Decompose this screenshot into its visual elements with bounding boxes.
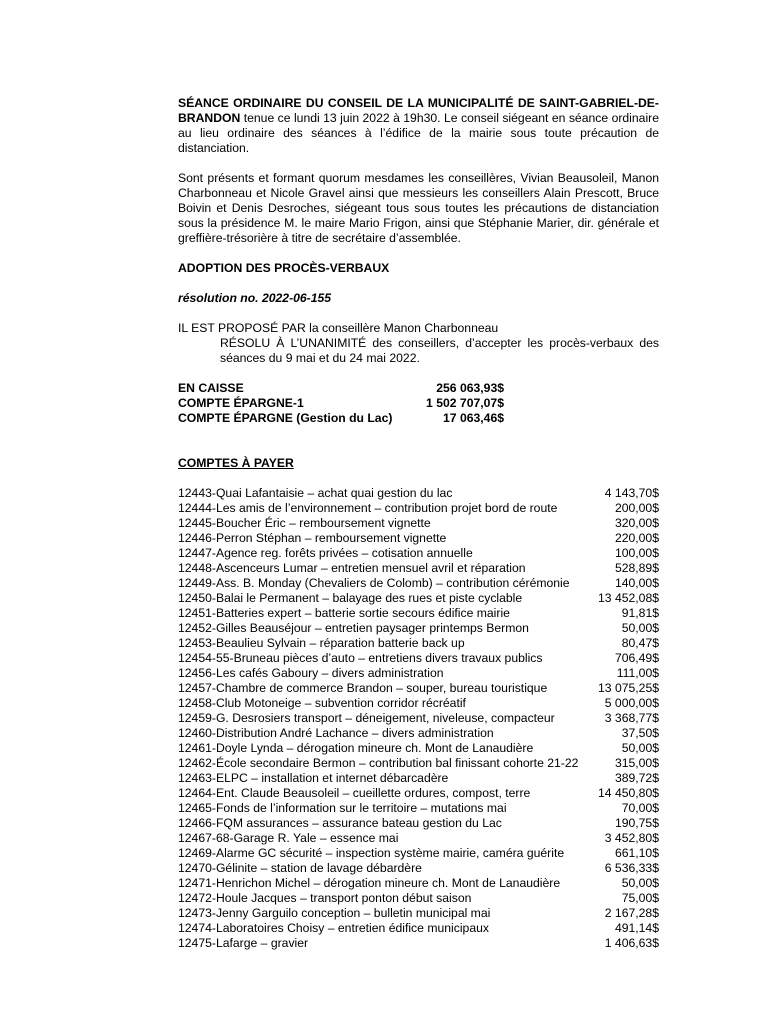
payable-row — [178, 486, 659, 501]
payable-amount: 70,00$ — [621, 801, 659, 815]
payable-amount: 50,00$ — [621, 621, 659, 635]
payable-description: 12467-68-Garage R. Yale – essence mai — [178, 831, 399, 845]
payable-description: 12475-Lafarge – gravier — [178, 936, 309, 950]
intro-paragraph — [178, 96, 659, 156]
resolved-paragraph — [178, 336, 659, 366]
payable-description: 12448-Ascenceurs Lumar – entretien mensuel avril et réparation — [178, 561, 526, 575]
payable-row — [178, 756, 659, 771]
payable-row — [178, 531, 659, 546]
payable-row — [178, 936, 659, 951]
payable-description: 12462-École secondaire Bermon – contribution bal finissant cohorte 21-22 — [178, 756, 579, 770]
payable-description: 12461-Doyle Lynda – dérogation mineure ch. Mont de Lanaudière — [178, 741, 534, 755]
payable-row — [178, 621, 659, 636]
payable-row — [178, 711, 659, 726]
payable-description: 12457-Chambre de commerce Brandon – souper, bureau touristique — [178, 681, 548, 695]
proposed-line: IL EST PROPOSÉ PAR la conseillère Manon Charbonneau — [178, 321, 499, 335]
payable-description: 12452-Gilles Beauséjour – entretien paysager printemps Bermon — [178, 621, 529, 635]
payable-description: 12450-Balai le Permanent – balayage des rues et piste cyclable — [178, 591, 523, 605]
payable-amount: 6 536,33$ — [604, 861, 659, 875]
payable-row — [178, 576, 659, 591]
payable-row — [178, 651, 659, 666]
finance-value: 256 063,93$ — [436, 381, 504, 395]
payable-row — [178, 816, 659, 831]
payable-row — [178, 636, 659, 651]
payable-row — [178, 516, 659, 531]
payable-amount: 4 143,70$ — [604, 486, 659, 500]
payable-row — [178, 561, 659, 576]
payable-amount: 1 406,63$ — [604, 936, 659, 950]
payable-amount: 315,00$ — [614, 756, 659, 770]
payable-description: 12454-55-Bruneau pièces d’auto – entretiens divers travaux publics — [178, 651, 543, 665]
payable-amount: 5 000,00$ — [604, 696, 659, 710]
finance-label: COMPTE ÉPARGNE-1 — [178, 396, 304, 410]
payable-description: 12453-Beaulieu Sylvain – réparation batterie back up — [178, 636, 465, 650]
finance-label: EN CAISSE — [178, 381, 244, 395]
payable-amount: 13 075,25$ — [598, 681, 659, 695]
payable-description: 12469-Alarme GC sécurité – inspection système mairie, caméra guérite — [178, 846, 565, 860]
session-title: SÉANCE ORDINAIRE DU CONSEIL DE LA MUNICIPALITÉ DE SAINT-GABRIEL-DE-BRANDON — [178, 96, 659, 125]
adoption-heading: ADOPTION DES PROCÈS-VERBAUX — [178, 261, 390, 275]
payable-description: 12460-Distribution André Lachance – divers administration — [178, 726, 494, 740]
payable-row — [178, 861, 659, 876]
payable-amount: 661,10$ — [614, 846, 659, 860]
payable-amount: 80,47$ — [621, 636, 659, 650]
finances-block — [178, 381, 659, 426]
payable-row — [178, 606, 659, 621]
payable-description: 12472-Houle Jacques – transport ponton début saison — [178, 891, 472, 905]
payable-amount: 220,00$ — [614, 531, 659, 545]
payable-amount: 389,72$ — [614, 771, 659, 785]
payable-amount: 320,00$ — [614, 516, 659, 530]
session-text: tenue ce lundi 13 juin 2022 à 19h30. Le conseil siégeant en séance ordinaire au lieu ordinaire des séances à l’édifice de la mairie sous toute précaution de distanciation. — [178, 111, 659, 155]
payable-row — [178, 906, 659, 921]
payable-amount: 75,00$ — [621, 891, 659, 905]
payable-description: 12464-Ent. Claude Beausoleil – cueillette ordures, compost, terre — [178, 786, 531, 800]
payables-heading: COMPTES À PAYER — [178, 456, 294, 470]
finance-row — [178, 411, 659, 426]
payables-list — [178, 486, 659, 951]
payable-amount: 50,00$ — [621, 741, 659, 755]
payable-description: 12459-G. Desrosiers transport – déneigement, niveleuse, compacteur — [178, 711, 555, 725]
payable-amount: 37,50$ — [621, 726, 659, 740]
payable-amount: 706,49$ — [614, 651, 659, 665]
payable-description: 12446-Perron Stéphan – remboursement vignette — [178, 531, 447, 545]
payable-amount: 528,89$ — [614, 561, 659, 575]
payable-description: 12458-Club Motoneige – subvention corridor récréatif — [178, 696, 466, 710]
payable-description: 12444-Les amis de l’environnement – contribution projet bord de route — [178, 501, 558, 515]
payable-amount: 50,00$ — [621, 876, 659, 890]
presence-paragraph: Sont présents et formant quorum mesdames les conseillères, Vivian Beausoleil, Manon Charbonneau et Nicole Gravel ainsi que messieurs les conseillers Alain Prescott, Bruce Boivin et Denis Desroches, siégeant tous sous toutes les précautions de distanciation sous la présidence M. le maire Mario Frigon, ainsi que Stéphanie Marier, dir. générale et greffière-trésorière à titre de secrétaire d’assemblée. — [178, 171, 659, 245]
payable-amount: 14 450,80$ — [598, 786, 659, 800]
payable-amount: 491,14$ — [614, 921, 659, 935]
payable-amount: 3 368,77$ — [604, 711, 659, 725]
finance-value: 17 063,46$ — [443, 411, 504, 425]
finance-row — [178, 396, 659, 411]
payable-row — [178, 846, 659, 861]
payable-description: 12466-FQM assurances – assurance bateau gestion du Lac — [178, 816, 502, 830]
payable-row — [178, 831, 659, 846]
finance-label: COMPTE ÉPARGNE (Gestion du Lac) — [178, 411, 393, 425]
payable-description: 12471-Henrichon Michel – dérogation mineure ch. Mont de Lanaudière — [178, 876, 561, 890]
payable-row — [178, 681, 659, 696]
payable-row — [178, 666, 659, 681]
payable-row — [178, 876, 659, 891]
finance-row — [178, 381, 659, 396]
payable-amount: 100,00$ — [614, 546, 659, 560]
payable-amount: 111,00$ — [616, 666, 659, 680]
payable-row — [178, 771, 659, 786]
payable-row — [178, 591, 659, 606]
finance-value: 1 502 707,07$ — [426, 396, 504, 410]
payable-row — [178, 501, 659, 516]
payable-description: 12473-Jenny Garguilo conception – bulletin municipal mai — [178, 906, 491, 920]
document-page — [178, 96, 659, 951]
payable-amount: 13 452,08$ — [598, 591, 659, 605]
payable-row — [178, 801, 659, 816]
payable-amount: 190,75$ — [614, 816, 659, 830]
payable-amount: 3 452,80$ — [604, 831, 659, 845]
payable-row — [178, 726, 659, 741]
payable-row — [178, 921, 659, 936]
resolved-text: RÉSOLU À L’UNANIMITÉ des conseillers, d’accepter les procès-verbaux des séances du 9 mai et du 24 mai 2022. — [220, 336, 659, 365]
payable-amount: 200,00$ — [614, 501, 659, 515]
payable-row — [178, 696, 659, 711]
payable-description: 12465-Fonds de l’information sur le territoire – mutations mai — [178, 801, 507, 815]
payable-description: 12445-Boucher Éric – remboursement vignette — [178, 516, 431, 530]
payable-description: 12456-Les cafés Gaboury – divers administration — [178, 666, 444, 680]
resolution-number: résolution no. 2022-06-155 — [178, 291, 332, 305]
payable-description: 12463-ELPC – installation et internet débarcadère — [178, 771, 449, 785]
payable-description: 12447-Agence reg. forêts privées – cotisation annuelle — [178, 546, 473, 560]
payable-amount: 2 167,28$ — [604, 906, 659, 920]
payable-amount: 91,81$ — [621, 606, 659, 620]
payable-row — [178, 741, 659, 756]
payable-row — [178, 786, 659, 801]
payable-description: 12470-Gélinite – station de lavage débardère — [178, 861, 422, 875]
payable-description: 12474-Laboratoires Choisy – entretien édifice municipaux — [178, 921, 489, 935]
payable-description: 12443-Quai Lafantaisie – achat quai gestion du lac — [178, 486, 453, 500]
payable-description: 12451-Batteries expert – batterie sortie secours édifice mairie — [178, 606, 510, 620]
payable-row — [178, 891, 659, 906]
payable-description: 12449-Ass. B. Monday (Chevaliers de Colomb) – contribution cérémonie — [178, 576, 570, 590]
payable-row — [178, 546, 659, 561]
payable-amount: 140,00$ — [614, 576, 659, 590]
